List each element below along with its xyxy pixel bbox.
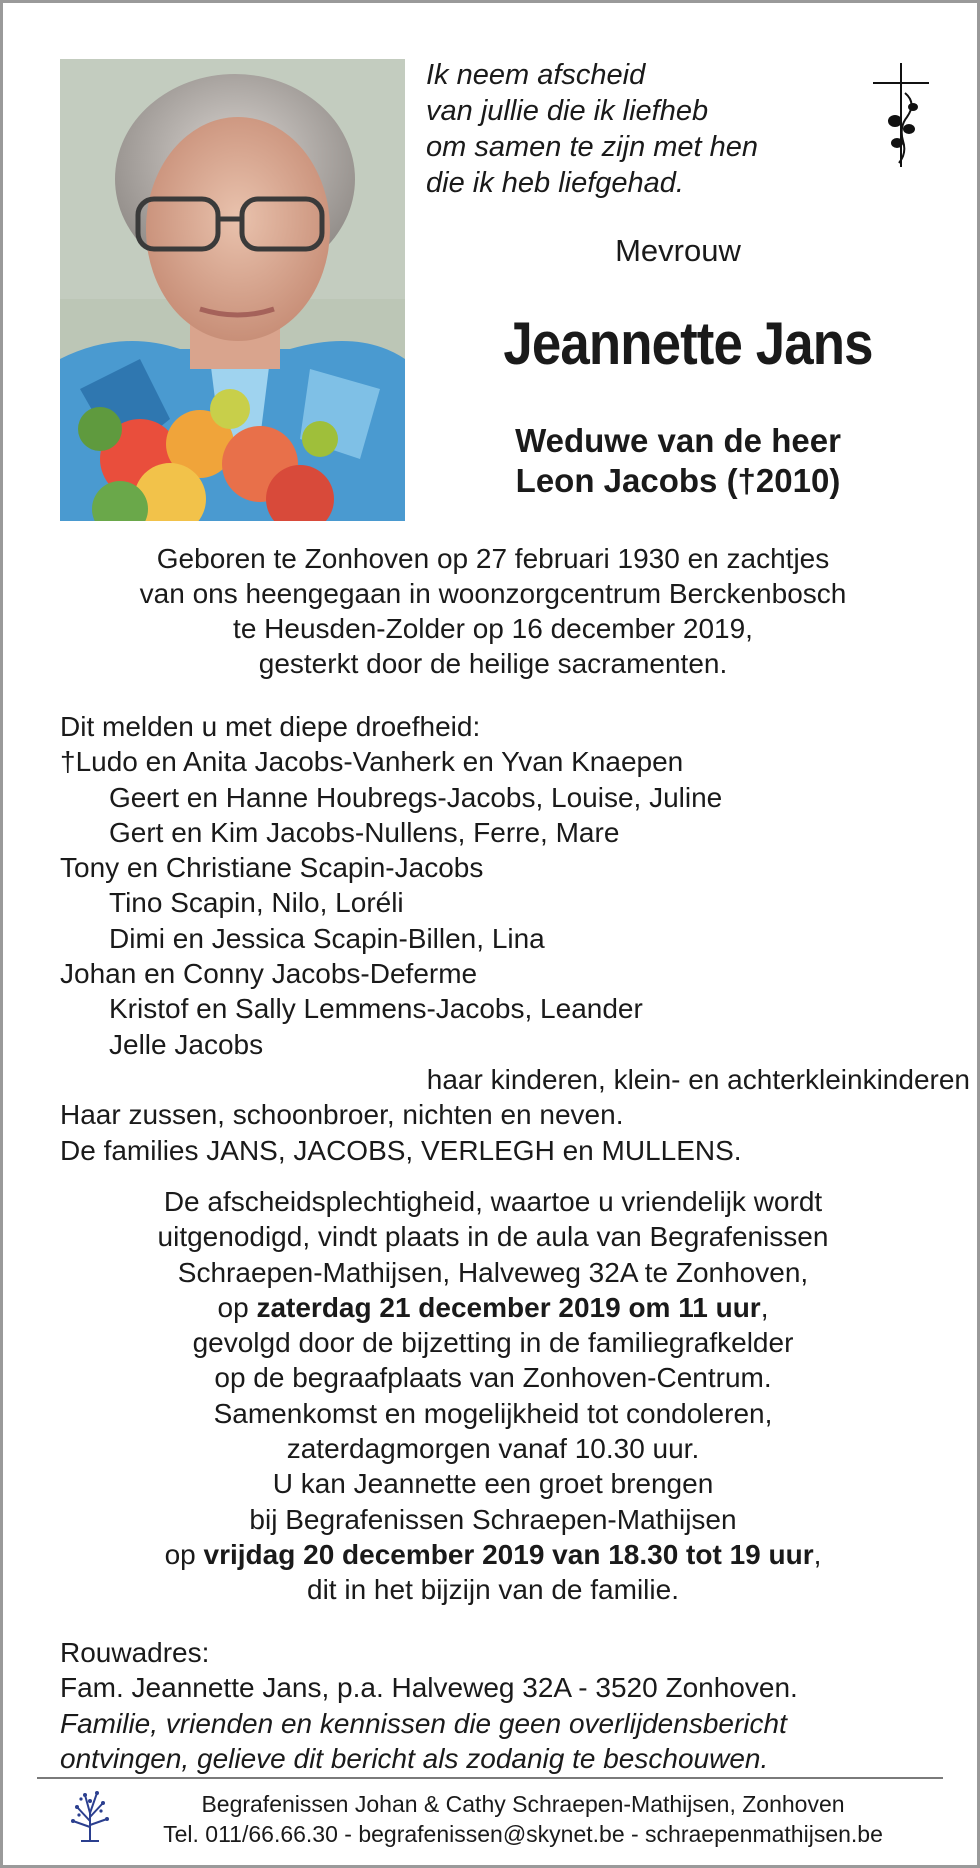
born-line: gesterkt door de heilige sacramenten. xyxy=(258,648,728,679)
family-member: †Ludo en Anita Jacobs-Vanherk en Yvan Knaepen xyxy=(60,746,684,778)
footer-divider xyxy=(37,1777,943,1779)
family-member: Gert en Kim Jacobs-Nullens, Ferre, Mare xyxy=(109,816,620,848)
ceremony-line: U kan Jeannette een groet brengen xyxy=(272,1468,714,1500)
family-member: Dimi en Jessica Scapin-Billen, Lina xyxy=(109,922,545,954)
family-intro: Dit melden u met diepe droefheid: xyxy=(60,711,481,742)
birth-death-info xyxy=(33,541,953,681)
born-line: Geboren te Zonhoven op 27 februari 1930 en zachtjes xyxy=(156,543,830,574)
ceremony-line: De afscheidsplechtigheid, waartoe u vriendelijk wordt xyxy=(163,1186,823,1217)
widow-of xyxy=(443,421,913,501)
ceremony-date: zaterdag 21 december 2019 om 11 uur xyxy=(256,1291,761,1323)
visitation-suffix: , xyxy=(813,1538,822,1570)
poem-line: die ik heb liefgehad. xyxy=(426,167,684,199)
funeral-home-footer xyxy=(123,1789,923,1849)
poem-line: Ik neem afscheid xyxy=(426,59,646,91)
family-member: Tino Scapin, Nilo, Loréli xyxy=(109,887,404,919)
ceremony-line: bij Begrafenissen Schraepen-Mathijsen xyxy=(249,1503,737,1535)
family-member: Jelle Jacobs xyxy=(109,1028,264,1060)
address-note: Familie, vrienden en kennissen die geen overlijdensbericht xyxy=(60,1707,787,1739)
born-line: te Heusden-Zolder op 16 december 2019, xyxy=(233,613,753,644)
visitation-date-line xyxy=(33,1537,953,1572)
family-list xyxy=(60,709,970,1168)
ceremony-line: gevolgd door de bijzetting in de familiegrafkelder xyxy=(192,1327,794,1359)
ceremony-line: op de begraafplaats van Zonhoven-Centrum. xyxy=(214,1362,772,1394)
portrait-illustration xyxy=(60,59,405,521)
ceremony-suffix: , xyxy=(760,1291,769,1323)
widow-line: Leon Jacobs (†2010) xyxy=(515,462,841,499)
farewell-poem xyxy=(426,57,846,201)
funeral-home-name: Begrafenissen Johan & Cathy Schraepen-Mathijsen, Zonhoven xyxy=(201,1791,845,1817)
visitation-date: vrijdag 20 december 2019 van 18.30 tot 19 uur xyxy=(203,1538,814,1570)
deceased-name: Jeannette Jans xyxy=(503,310,873,377)
poem-line: om samen te zijn met hen xyxy=(426,131,759,163)
mourning-address xyxy=(60,1635,950,1776)
funeral-home-contact: Tel. 011/66.66.30 - begrafenissen@skynet.be - schraepenmathijsen.be xyxy=(163,1821,883,1847)
cross-with-rose-icon xyxy=(873,63,929,167)
address-note: ontvingen, gelieve dit bericht als zodanig te beschouwen. xyxy=(60,1742,769,1774)
portrait-photo xyxy=(60,59,405,521)
ceremony-date-line xyxy=(33,1290,953,1325)
family-member: Geert en Hanne Houbregs-Jacobs, Louise, Juline xyxy=(109,781,723,813)
family-summary: haar kinderen, klein- en achterkleinkinderen xyxy=(426,1063,970,1095)
visitation-prefix: op xyxy=(164,1538,204,1570)
tree-logo-icon xyxy=(67,1787,113,1843)
poem-line: van jullie die ik liefheb xyxy=(426,95,709,127)
ceremony-line: dit in het bijzijn van de familie. xyxy=(307,1574,679,1606)
family-sisters: Haar zussen, schoonbroer, nichten en neven. xyxy=(60,1099,624,1131)
address-label: Rouwadres: xyxy=(60,1637,210,1668)
family-member: Kristof en Sally Lemmens-Jacobs, Leander xyxy=(109,993,643,1025)
address-line: Fam. Jeannette Jans, p.a. Halveweg 32A - 3520 Zonhoven. xyxy=(60,1672,798,1704)
family-names: De families JANS, JACOBS, VERLEGH en MULLENS. xyxy=(60,1134,742,1166)
widow-line: Weduwe van de heer xyxy=(515,422,841,459)
ceremony-line: Schraepen-Mathijsen, Halveweg 32A te Zonhoven, xyxy=(177,1256,809,1288)
ceremony-info xyxy=(33,1184,953,1608)
ceremony-line: Samenkomst en mogelijkheid tot condoleren, xyxy=(213,1397,773,1429)
family-member: Tony en Christiane Scapin-Jacobs xyxy=(60,852,484,884)
ceremony-line: uitgenodigd, vindt plaats in de aula van Begrafenissen xyxy=(157,1221,829,1253)
salutation: Mevrouw xyxy=(615,233,741,268)
ceremony-line: zaterdagmorgen vanaf 10.30 uur. xyxy=(286,1433,700,1465)
ceremony-prefix: op xyxy=(217,1291,257,1323)
family-member: Johan en Conny Jacobs-Deferme xyxy=(60,958,478,990)
born-line: van ons heengegaan in woonzorgcentrum Berckenbosch xyxy=(139,578,847,609)
